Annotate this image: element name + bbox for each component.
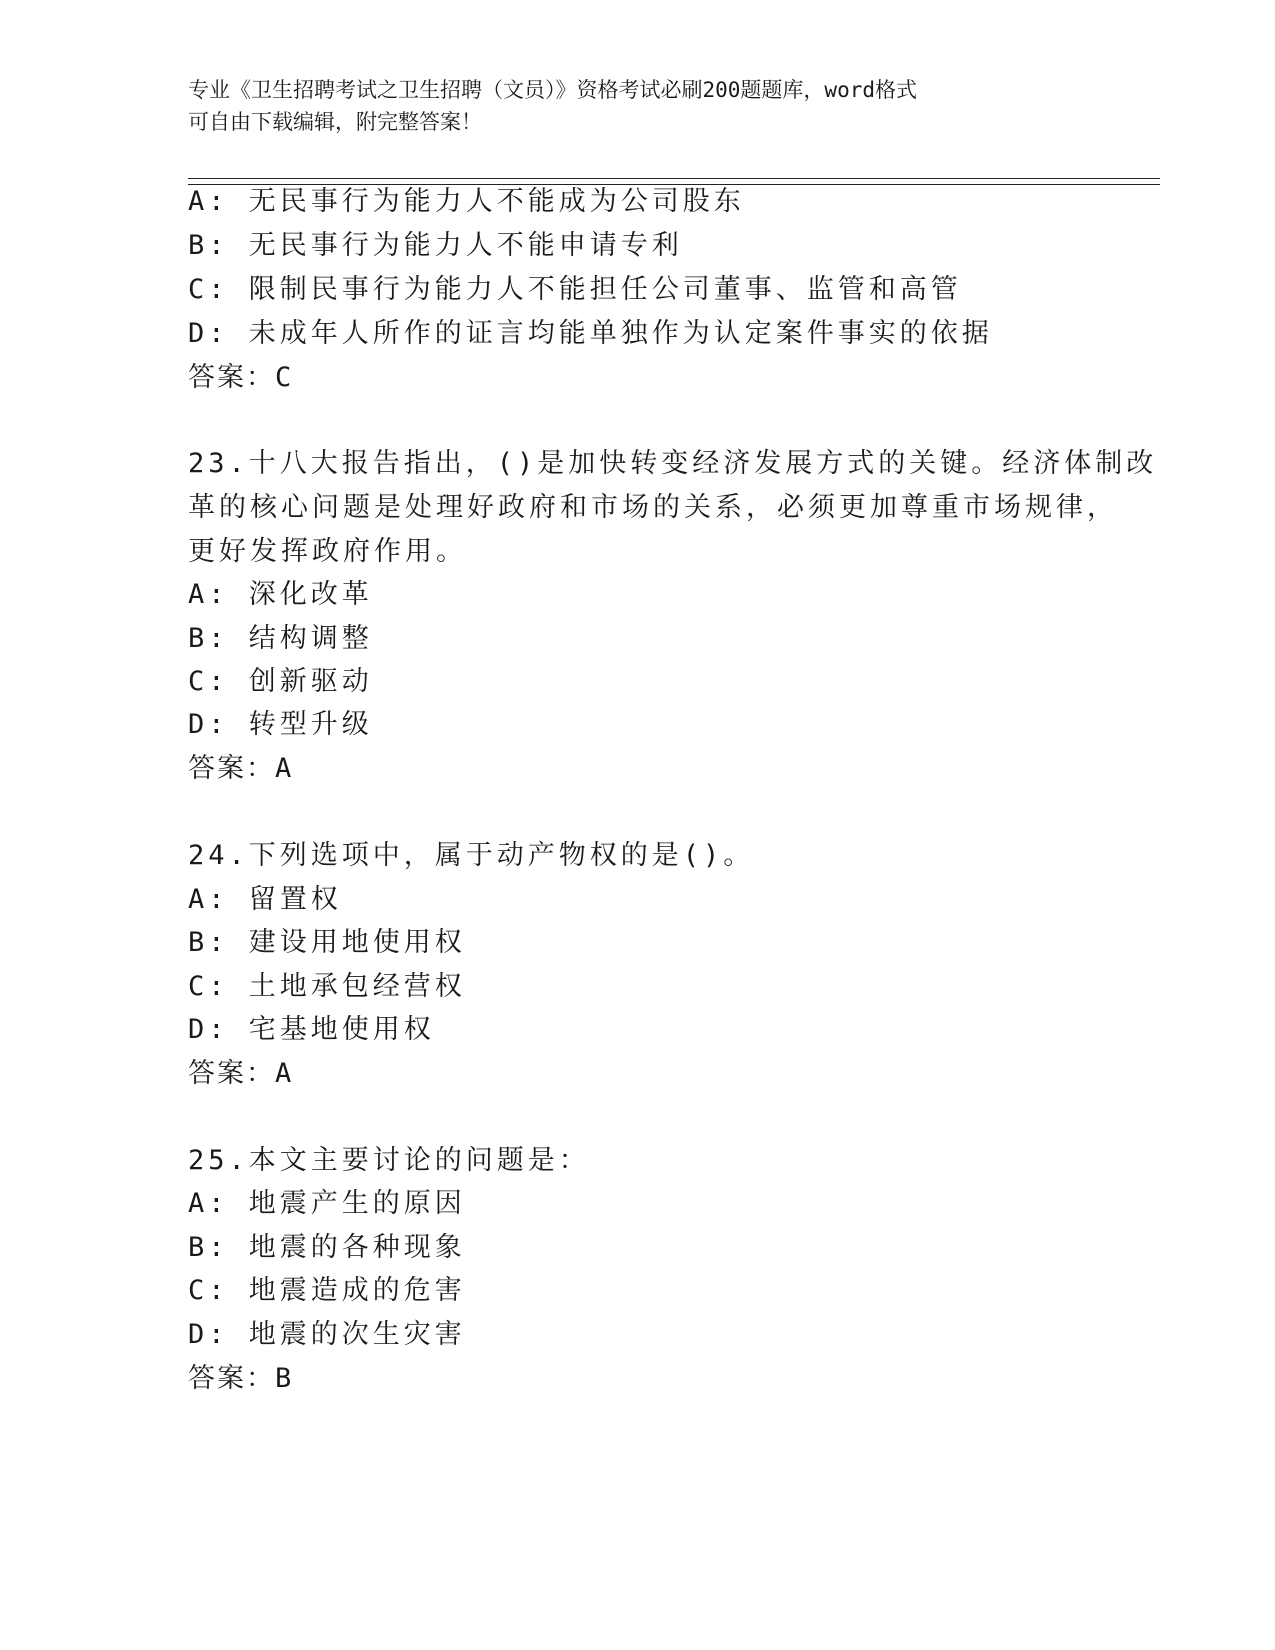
q22-answer xyxy=(188,360,291,396)
q24-stem-line-1: 24.下列选项中，属于动产物权的是()。 xyxy=(188,840,755,871)
q24-option-a: A: 留置权 xyxy=(188,884,342,915)
document-header xyxy=(188,74,1078,138)
q25-stem-line-1: 25.本文主要讨论的问题是： xyxy=(188,1145,590,1176)
q22-option-a: A: 无民事行为能力人不能成为公司股东 xyxy=(188,186,745,217)
q22-option-d: D: 未成年人所作的证言均能单独作为认定案件事实的依据 xyxy=(188,318,993,349)
q22-option-b: B: 无民事行为能力人不能申请专利 xyxy=(188,230,683,261)
q22-option-c: C: 限制民事行为能力人不能担任公司董事、监管和高管 xyxy=(188,274,962,305)
q23-stem-line-2: 革的核心问题是处理好政府和市场的关系，必须更加尊重市场规律， xyxy=(188,492,1118,523)
header-divider-top xyxy=(188,178,1160,179)
answer-label: 答案： xyxy=(188,362,275,393)
q23-stem-line-1: 23.十八大报告指出，()是加快转变经济发展方式的关键。经济体制改 xyxy=(188,448,1158,479)
q23-option-a: A: 深化改革 xyxy=(188,579,373,610)
q24-option-d: D: 宅基地使用权 xyxy=(188,1014,435,1045)
header-title-line-1: 专业《卫生招聘考试之卫生招聘（文员）》资格考试必刷200题题库，word格式 xyxy=(188,78,917,102)
q25-answer xyxy=(188,1361,291,1397)
q25-option-b: B: 地震的各种现象 xyxy=(188,1232,466,1263)
answer-label: 答案： xyxy=(188,1363,275,1394)
header-title-line-2: 可自由下载编辑，附完整答案！ xyxy=(188,110,482,134)
q24-answer xyxy=(188,1056,291,1092)
answer-value: A xyxy=(275,1058,292,1089)
answer-label: 答案： xyxy=(188,753,275,784)
q23-answer xyxy=(188,751,291,787)
answer-label: 答案： xyxy=(188,1058,275,1089)
q25-option-c: C: 地震造成的危害 xyxy=(188,1275,466,1306)
q23-option-c: C: 创新驱动 xyxy=(188,666,373,697)
answer-value: C xyxy=(275,362,292,393)
q23-option-b: B: 结构调整 xyxy=(188,623,373,654)
q23-stem-line-3: 更好发挥政府作用。 xyxy=(188,536,467,567)
q23-option-d: D: 转型升级 xyxy=(188,709,373,740)
q24-option-c: C: 土地承包经营权 xyxy=(188,971,466,1002)
q25-option-d: D: 地震的次生灾害 xyxy=(188,1319,466,1350)
q25-option-a: A: 地震产生的原因 xyxy=(188,1188,466,1219)
answer-value: B xyxy=(275,1363,292,1394)
answer-value: A xyxy=(275,753,292,784)
q24-option-b: B: 建设用地使用权 xyxy=(188,927,466,958)
